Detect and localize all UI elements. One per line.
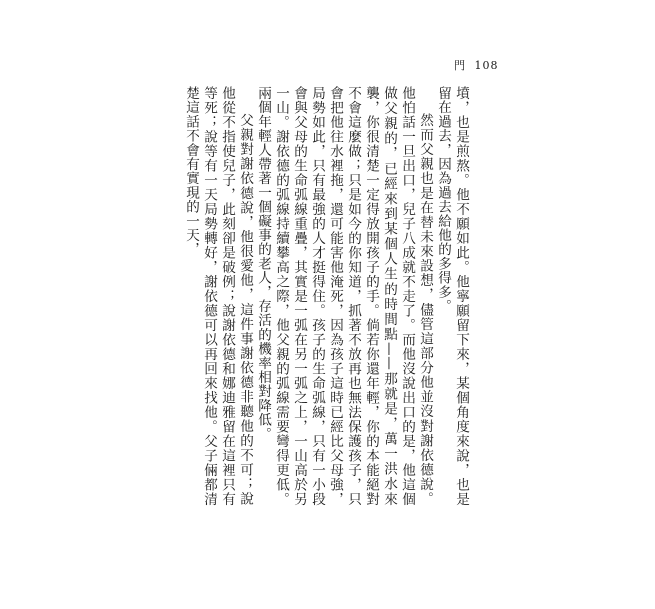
page-number: 108 — [474, 59, 499, 72]
paragraph: 墳，也是煎熬。他不願如此。他寧願留下來，某個角度來說，也是留在過去，因為過去給他的多得多。 — [435, 86, 469, 506]
running-head-title: 門 — [454, 59, 466, 72]
paragraph: 然而父親也是在替未來設想，儘管這部分他並沒對謝依德說。他怕話一旦出口，兒子八成就不走了。而他沒說出口的是，他這個做父親的，已經來到某個人生的時間點——那就是，萬一洪水來襲，你很清楚一定得放開孩子的手。倘若你還年輕，你的本能絕對不會這麼做；只是如今的你知道，抓著不放再也無法保護孩子，只會把他往水裡拖，還可能害他淹死，因為孩子這時已經比父母強，局勢如此，只有最強的人才挺得住。孩子的生命弧線，只有一小段會與父母的生命弧線重疊，其實是一弧在另一弧之上，一山高於另一山。謝依德的弧線持續攀高之際，他父親的弧線需要彎得更低。兩個年輕人帶著一個礙事的老人，存活的機率相對降低。 — [255, 86, 433, 506]
body-text — [170, 86, 470, 506]
paragraph: 父親對謝依德說，他很愛他，這件事謝依德非聽他的不可；說他從不指使兒子，此刻卻是破例；說謝依德和娜迪雅留在這裡只有等死；說等有一天局勢轉好，謝依德可以再回來找他。父子倆都清楚這話不會有實現的一天， — [183, 86, 253, 506]
running-head — [454, 57, 499, 73]
